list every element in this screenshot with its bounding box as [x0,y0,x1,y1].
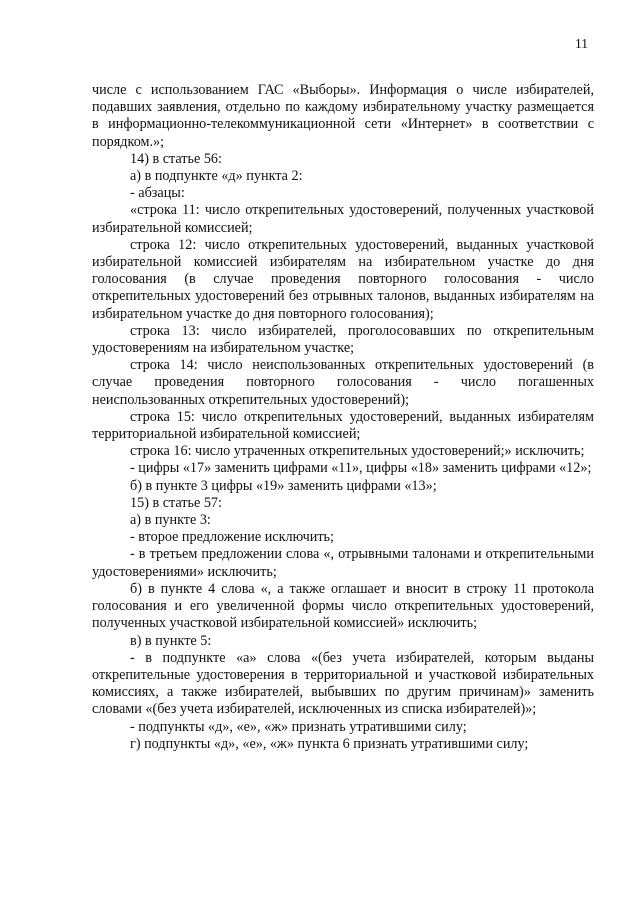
paragraph: - цифры «17» заменить цифрами «11», цифры «18» заменить цифрами «12»; [130,460,592,477]
paragraph: а) в подпункте «д» пункта 2: [130,168,303,185]
paragraph: б) в пункте 4 слова «, а также оглашает и вносит в строку 11 протокола голосования и его увеличенной формы число открепительных удостоверений, полученных участковой избирательной комиссией» исключить; [92,580,594,632]
paragraph: б) в пункте 3 цифры «19» заменить цифрами «13»; [130,477,437,494]
paragraph: г) подпункты «д», «е», «ж» пункта 6 признать утратившими силу; [130,735,529,752]
paragraph: - абзацы: [130,185,185,202]
paragraph: - в третьем предложении слова «, отрывными талонами и открепительными удостоверениями» исключить; [92,546,594,580]
paragraph: «строка 11: число открепительных удостоверений, полученных участковой избирательной комиссией; [92,202,594,236]
paragraph: - в подпункте «а» слова «(без учета избирателей, которым выданы открепительные удостоверения в территориальной и участковой избирательных комиссиях, а также избирателей, выбывших по другим причинам)» заменить словами «(без учета избирателей, исключенных из списка избирателей)»; [92,649,594,718]
paragraph: - подпункты «д», «е», «ж» признать утратившими силу; [130,718,467,735]
paragraph: строка 12: число открепительных удостоверений, выданных участковой избирательной комиссией избирателям на избирательном участке до дня голосования (в случае проведения повторного голосования - число открепительных удостоверений без отрывных талонов, выданных избирателям на избирательном участке до дня повторного голосования); [92,236,594,322]
paragraph: 14) в статье 56: [130,150,222,167]
page-number: 11 [575,36,588,51]
paragraph: 15) в статье 57: [130,494,222,511]
document-body [92,82,594,753]
paragraph: - второе предложение исключить; [130,529,334,546]
paragraph: строка 14: число неиспользованных открепительных удостоверений (в случае проведения повторного голосования - число погашенных неиспользованных открепительных удостоверений); [92,357,594,408]
paragraph: строка 16: число утраченных открепительных удостоверений;» исключить; [130,443,585,460]
paragraph: в) в пункте 5: [130,632,212,649]
paragraph: строка 13: число избирателей, проголосовавших по открепительным удостоверениям на избирательном участке; [92,322,594,357]
paragraph: строка 15: число открепительных удостоверений, выданных избирателям территориальной избирательной комиссией; [92,408,594,443]
paragraph: числе с использованием ГАС «Выборы». Информация о числе избирателей, подавших заявления, отдельно по каждому избирательному участку размещается в информационно-телекоммуникационной сети «Интернет» в соответствии с порядком.»; [92,82,594,150]
paragraph: а) в пункте 3: [130,512,211,529]
